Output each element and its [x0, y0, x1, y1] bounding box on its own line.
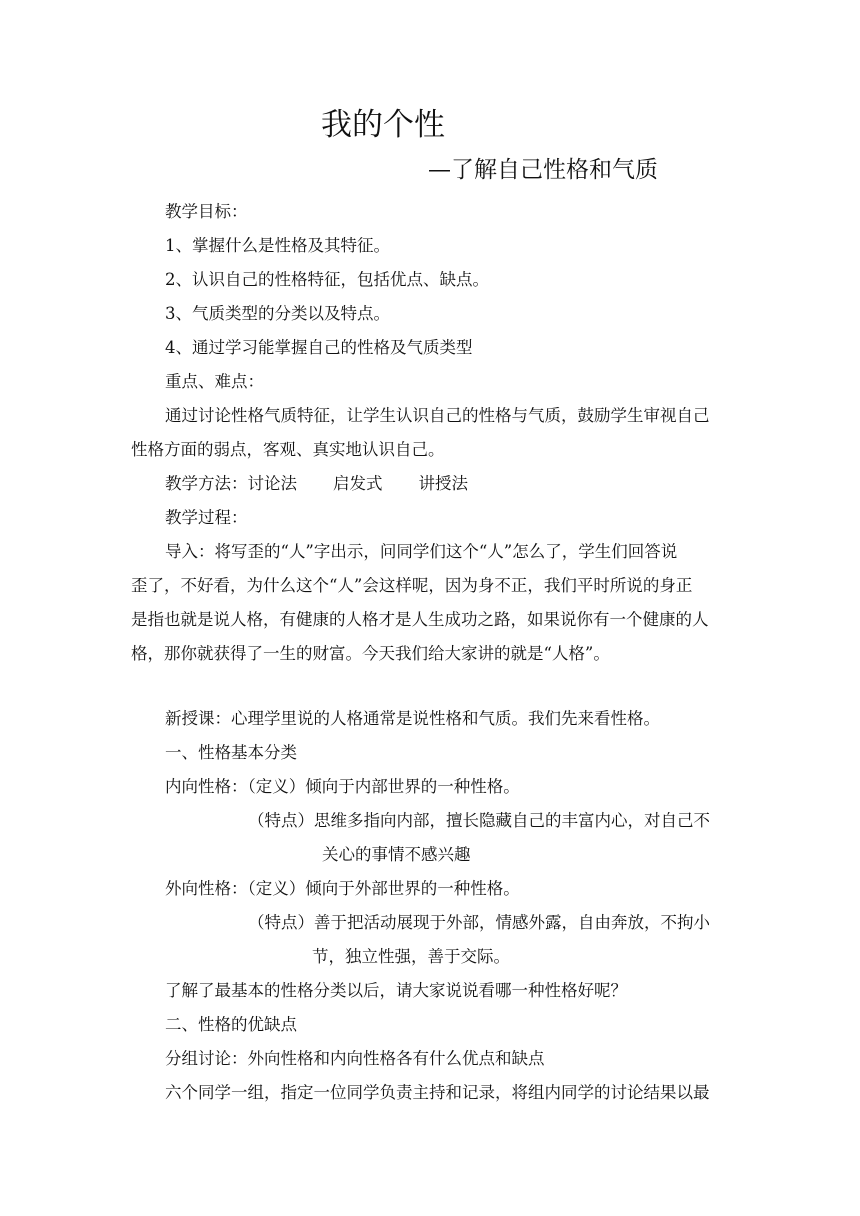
- document-subtitle: —了解自己性格和气质: [428, 157, 658, 183]
- introvert-definition: 内向性格：（定义）倾向于内部世界的一种性格。: [165, 777, 520, 796]
- objective-item: 1、掌握什么是性格及其特征。: [165, 236, 390, 255]
- objective-item: 4、通过学习能掌握自己的性格及气质类型: [165, 338, 473, 357]
- key-points-line: 性格方面的弱点，客观、真实地认识自己。: [131, 440, 445, 459]
- document-title: 我的个性: [321, 107, 445, 143]
- extrovert-trait: （特点）善于把活动展现于外部，情感外露，自由奔放，不拘小: [248, 913, 710, 932]
- group-instructions-line: 六个同学一组，指定一位同学负责主持和记录，将组内同学的讨论结果以最: [165, 1083, 710, 1102]
- key-points-heading: 重点、难点：: [165, 372, 264, 391]
- section-heading: 一、性格基本分类: [165, 743, 297, 762]
- introvert-trait-continued: 关心的事情不感兴趣: [322, 845, 471, 864]
- intro-line: 是指也就是说人格，有健康的人格才是人生成功之路，如果说你有一个健康的人: [131, 610, 709, 629]
- method-item: 讲授法: [418, 474, 468, 493]
- intro-line: 歪了，不好看，为什么这个“人”会这样呢，因为身不正，我们平时所说的身正: [131, 576, 693, 595]
- method-label: 教学方法：讨论法: [165, 474, 297, 493]
- question-line: 了解了最基本的性格分类以后，请大家说说看哪一种性格好呢？: [165, 981, 627, 1000]
- objective-item: 3、气质类型的分类以及特点。: [165, 304, 390, 323]
- section-heading: 二、性格的优缺点: [165, 1015, 297, 1034]
- extrovert-definition: 外向性格：（定义）倾向于外部世界的一种性格。: [165, 879, 520, 898]
- key-points-line: 通过讨论性格气质特征，让学生认识自己的性格与气质，鼓励学生审视自己: [165, 406, 710, 425]
- introvert-trait: （特点）思维多指向内部，擅长隐藏自己的丰富内心，对自己不: [248, 811, 710, 830]
- teaching-methods: [165, 471, 468, 497]
- process-heading: 教学过程：: [165, 508, 248, 527]
- method-item: 启发式: [333, 474, 383, 493]
- extrovert-trait-continued: 节，独立性强，善于交际。: [312, 947, 510, 966]
- group-discussion-line: 分组讨论：外向性格和内向性格各有什么优点和缺点: [165, 1049, 545, 1068]
- new-lesson-line: 新授课：心理学里说的人格通常是说性格和气质。我们先来看性格。: [165, 709, 660, 728]
- intro-line: 导入：将写歪的“人”字出示，问同学们这个“人”怎么了，学生们回答说: [165, 542, 678, 561]
- objectives-heading: 教学目标：: [165, 202, 248, 221]
- intro-line: 格，那你就获得了一生的财富。今天我们给大家讲的就是“人格”。: [131, 644, 610, 663]
- objective-item: 2、认识自己的性格特征，包括优点、缺点。: [165, 270, 489, 289]
